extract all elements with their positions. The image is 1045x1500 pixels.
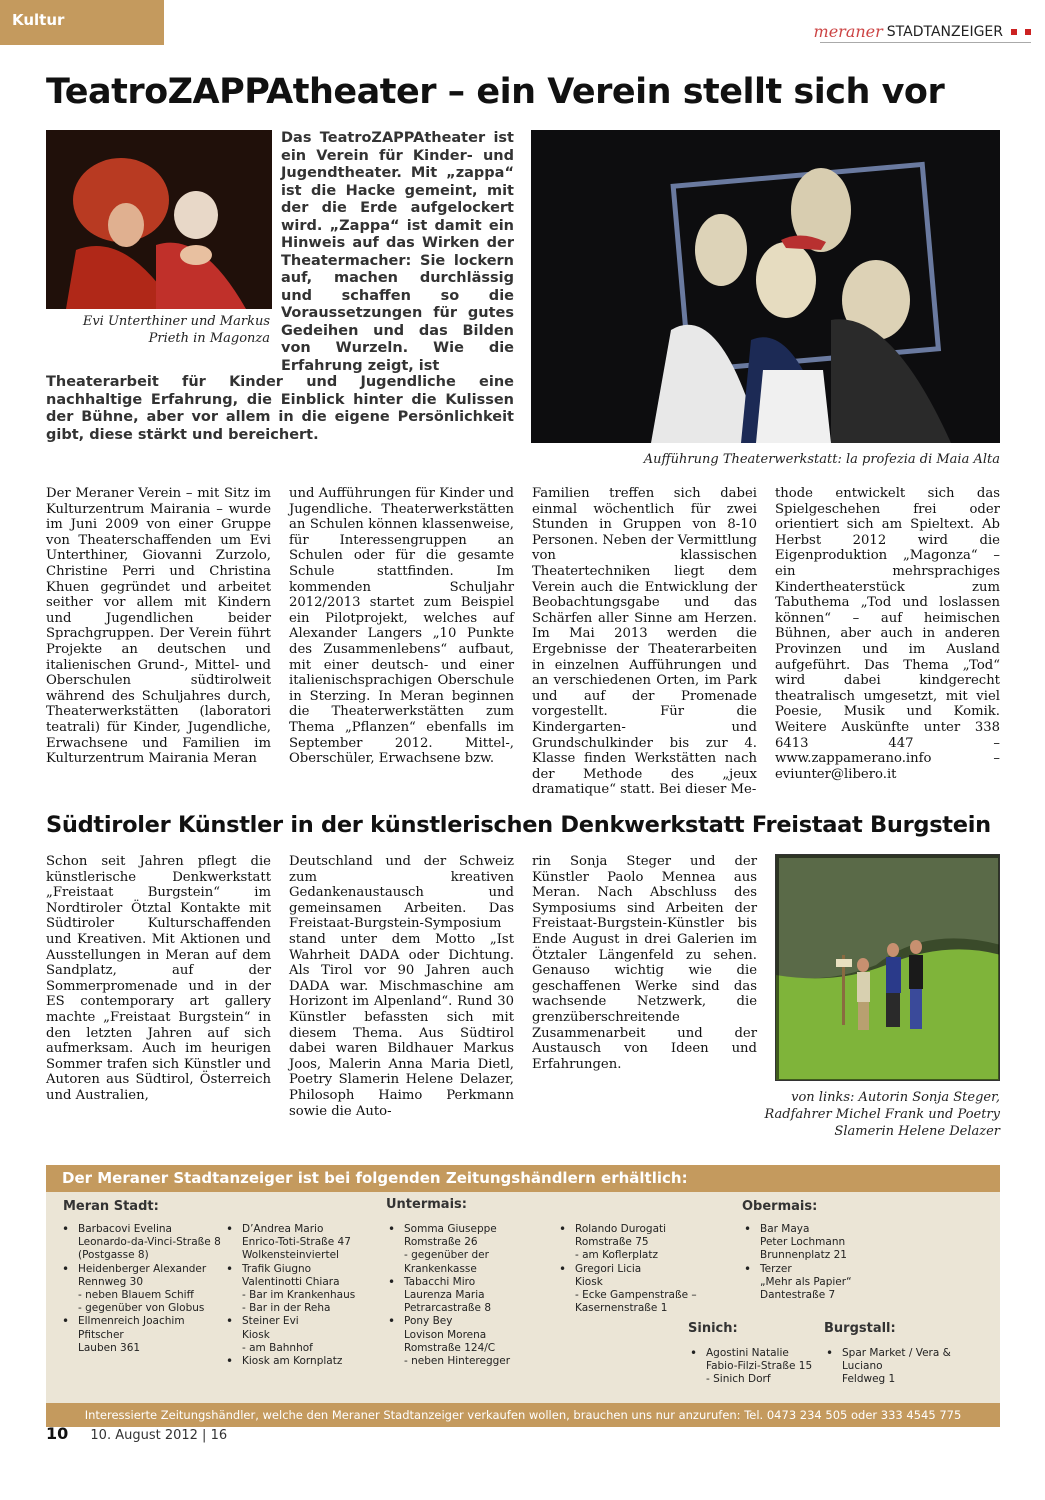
list-sinich (688, 1347, 838, 1387)
distributor-detail: - Bar in der Reha (242, 1302, 331, 1315)
distributor-entry (824, 1347, 994, 1387)
distributor-entry (224, 1263, 384, 1316)
article-intro: Das TeatroZAPPAtheater ist ein Verein für Kinder- und Jugendtheater. Mit „zappa“ ist die Hacke gemeint, mit der die Erde aufgelockert wird. „Zappa“ ist damit ein Hinweis auf das Wirken der Theatermacher: Sie lockern auf, machen durchlässig und schaffen so die Voraussetzungen für gutes Gedeihen und das Bilden von Wurzeln. Wie die Erfahrung zeigt, ist (281, 130, 514, 374)
photo-burgstein (775, 854, 1000, 1081)
distributor-box-title: Der Meraner Stadtanzeiger ist bei folgenden Zeitungshändlern erhältlich: (46, 1165, 1000, 1192)
distributor-name: • Barbacovi Evelina (78, 1223, 172, 1235)
article-column-3: Familien treffen sich dabei einmal wöchentlich für zwei Stunden in Gruppen von 8-10 Personen. Neben der Vermittlung von klassischen Theatertechniken liegt dem Verein auch die Entwicklung der Beobachtungsgabe und das Schärfen aller Sinne am Herzen. Im Mai 2013 werden die Ergebnisse der Theaterarbeiten in einzelnen Aufführungen und an verschiedenen Orten, im Park und auf der Promenade vorgestellt. Für die Kindergarten- und Grundschulkinder bis zur 4. Klasse finden Werkstätten nach der Methode des „jeux dramatique“ statt. Bei dieser Me- (532, 486, 757, 798)
distributor-detail: Dantestraße 7 (760, 1289, 836, 1302)
distributor-detail: Leonardo-da-Vinci-Straße 8 (78, 1236, 221, 1249)
article2-title: Südtiroler Künstler in der künstlerischen Denkwerkstatt Freistaat Burgstein (46, 812, 991, 838)
issue-date: 10. August 2012 | 16 (90, 1428, 228, 1443)
distributor-detail: - Ecke Gampenstraße – (575, 1289, 697, 1302)
brand-meraner: meraner (813, 22, 883, 41)
distributor-detail: Feldweg 1 (842, 1373, 896, 1386)
distributor-entry (224, 1355, 384, 1368)
distributor-detail: Kasernenstraße 1 (575, 1302, 668, 1315)
article-column-1: Der Meraner Verein – mit Sitz im Kulturzentrum Mairania – wurde im Juni 2009 von einer Gruppe von Theaterschaffenden um Evi Unterthiner, Giovanni Zurzolo, Christine Perri und Christina Khuen gegründet und arbeitet seither vor allem mit Kindern und Jugendlichen beider Sprachgruppen. Der Verein führt Projekte an deutschen und italienischen Grund-, Mittel- und Oberschulen südtirolweit während des Schuljahres durch, Theaterwerkstätten (laboratori teatrali) für Kinder, Jugendliche, Erwachsene und Familien im Kulturzentrum Mairania Meran (46, 486, 271, 767)
distributor-detail: Wolkensteinviertel (242, 1249, 339, 1262)
distributor-name: • Heidenberger Alexander (78, 1262, 207, 1275)
distributor-detail: - am Koflerplatz (575, 1249, 658, 1262)
brand-square-icon (1011, 29, 1017, 35)
article2-column-3: rin Sonja Steger und der Künstler Paolo Mennea aus Meran. Nach Abschluss des Symposiums sind Arbeiten der Freistaat-Burgstein-Künstler bis Ende August in drei Galerien im Ötztaler Längenfeld zu sehen. Genauso wichtig wie die geschaffenen Werke sind das wachsende Netzwerk, die grenzüberschreitende Zusammenarbeit und der Austausch von Ideen und Erfahrungen. (532, 854, 757, 1072)
distributor-name: • Tabacchi Miro (404, 1275, 476, 1288)
brand-square-icon (1025, 29, 1031, 35)
distributor-entry (557, 1263, 707, 1316)
section-obermais: Obermais: (742, 1199, 818, 1214)
distributor-detail: Lauben 361 (78, 1341, 141, 1354)
distributor-detail: Pfitscher (78, 1328, 124, 1341)
photo-caption-theaterwerkstatt: Aufführung Theaterwerkstatt: la profezia di Maia Alta (643, 452, 1000, 467)
distributor-entry (688, 1347, 838, 1387)
distributor-detail: - am Bahnhof (242, 1341, 313, 1354)
distributor-entry (742, 1223, 902, 1263)
page-footer (46, 1424, 227, 1443)
photo-caption-magonza: Evi Unterthiner und Markus Prieth in Magonza (82, 314, 270, 346)
distributor-detail: Valentinotti Chiara (242, 1275, 340, 1288)
distributor-detail: Laurenza Maria (404, 1289, 485, 1302)
distributor-box (46, 1165, 1000, 1427)
masthead-brand (814, 22, 1031, 41)
distributor-entry (224, 1223, 384, 1263)
distributor-name: • Kiosk am Kornplatz (242, 1355, 343, 1368)
distributor-entry (386, 1276, 556, 1316)
distributor-detail: (Postgasse 8) (78, 1249, 149, 1262)
article-title: TeatroZAPPAtheater – ein Verein stellt sich vor (46, 72, 945, 112)
distributor-detail: Lovison Morena (404, 1328, 487, 1341)
list-untermais-b (557, 1223, 707, 1315)
distributor-detail: Fabio-Filzi-Straße 15 (706, 1360, 813, 1373)
distributor-detail: - gegenüber der Krankenkasse (404, 1249, 489, 1275)
distributor-name: • Somma Giuseppe (404, 1223, 497, 1235)
section-tab: Kultur (0, 0, 164, 45)
distributor-detail: - neben Blauem Schiff (78, 1289, 194, 1302)
distributor-entry (60, 1263, 225, 1316)
list-burgstall (824, 1347, 994, 1387)
distributor-entry (557, 1223, 707, 1263)
distributor-name: • Terzer (760, 1262, 792, 1275)
distributor-detail: Rennweg 30 (78, 1275, 144, 1288)
distributor-name: • Ellmenreich Joachim (78, 1315, 185, 1328)
distributor-name: • Rolando Durogati (575, 1223, 667, 1235)
list-untermais-a (386, 1223, 556, 1368)
distributor-detail: Petrarcastraße 8 (404, 1302, 492, 1315)
article2-column-1: Schon seit Jahren pflegt die künstlerische Denkwerkstatt „Freistaat Burgstein“ im Nordtiroler Ötztal Kontakte mit Südtiroler Kulturschaffenden und Kreativen. Mit Aktionen und Ausstellungen in Meran auf dem Sandplatz, auf der Sommerpromenade und in der ES contemporary art gallery machte „Freistaat Burgstein“ in den letzten Jahren auf sich aufmerksam. Auch im heurigen Sommer trafen sich Künstler und Autoren aus Südtirol, Österreich und Australien, (46, 854, 271, 1103)
article-column-4: thode entwickelt sich das Spielgeschehen frei oder orientiert sich am Spieltext. Ab Herbst 2012 wird die Eigenproduktion „Magonza“ – ein mehrsprachiges Kindertheaterstück zum Tabuthema „Tod und loslassen können“ – auf heimischen Bühnen, aber auch in anderen Provinzen und im Ausland aufgeführt. Das Thema „Tod“ wird dabei kindgerecht theatralisch umgesetzt, mit viel Poesie, Musik und Komik. Weitere Auskünfte unter 338 6413 447 – www.zappamerano.info – eviunter@libero.it (775, 486, 1000, 782)
distributor-detail: Romstraße 26 (404, 1236, 478, 1249)
distributor-detail: „Mehr als Papier“ (760, 1275, 852, 1288)
distributor-box-footer: Interessierte Zeitungshändler, welche den Meraner Stadtanzeiger verkaufen wollen, brauchen uns nur anzurufen: Tel. 0473 234 505 oder 333 4545 775 (46, 1403, 1000, 1427)
distributor-entry (60, 1315, 225, 1355)
brand-stadtanzeiger: STADTANZEIGER (886, 23, 1003, 40)
distributor-name: • Spar Market / Vera & Luciano (842, 1347, 951, 1373)
distributor-detail: - neben Hinteregger (404, 1355, 511, 1368)
distributor-entry (224, 1315, 384, 1355)
distributor-detail: Brunnenplatz 21 (760, 1249, 847, 1262)
distributor-name: • D’Andrea Mario (242, 1223, 324, 1235)
distributor-detail: Romstraße 124/C (404, 1341, 496, 1354)
section-untermais: Untermais: (386, 1197, 467, 1212)
list-meran-a (60, 1223, 225, 1355)
header-rule (820, 42, 1031, 43)
distributor-entry (386, 1315, 556, 1368)
distributor-name: • Bar Maya (760, 1223, 810, 1235)
article-column-2: und Aufführungen für Kinder und Jugendliche. Theaterwerkstätten an Schulen können klassenweise, für Interessengruppen an Schulen oder für die gesamte Schule stattfinden. Im kommenden Schuljahr 2012/2013 startet zum Beispiel ein Pilotprojekt, welches auf Alexander Langers „10 Punkte des Zusammenlebens“ aufbaut, mit einer deutsch- und einer italienischsprachigen Oberschule in Sterzing. In Meran beginnen die Theaterwerkstätten zum Thema „Pflanzen“ ebenfalls im September 2012. Mittel-, Oberschüler, Erwachsene bzw. (289, 486, 514, 767)
distributor-name: • Pony Bey (404, 1315, 453, 1328)
page-number: 10 (46, 1424, 69, 1443)
distributor-detail: Romstraße 75 (575, 1236, 649, 1249)
distributor-detail: - Sinich Dorf (706, 1373, 771, 1386)
list-meran-b (224, 1223, 384, 1368)
distributor-entry (60, 1223, 225, 1263)
distributor-detail: Kiosk (575, 1275, 603, 1288)
distributor-detail: Peter Lochmann (760, 1236, 846, 1249)
distributor-entry (386, 1223, 556, 1276)
distributor-entry (742, 1263, 902, 1303)
distributor-detail: Enrico-Toti-Straße 47 (242, 1236, 351, 1249)
distributor-name: • Agostini Natalie (706, 1347, 789, 1359)
photo-magonza (46, 130, 272, 309)
distributor-name: • Trafik Giugno (242, 1262, 312, 1275)
article-intro-tail: Theaterarbeit für Kinder und Jugendliche eine nachhaltige Erfahrung, die Einblick hinter die Kulissen der Bühne, aber vor allem in die eigene Persönlichkeit gibt, diese stärkt und bereichert. (46, 374, 514, 443)
list-obermais (742, 1223, 902, 1302)
section-sinich: Sinich: (688, 1321, 738, 1336)
distributor-detail: - Bar im Krankenhaus (242, 1289, 356, 1302)
article2-column-2: Deutschland und der Schweiz zum kreativen Gedankenaustausch und gemeinsamen Arbeiten. Das Freistaat-Burgstein-Symposium stand unter dem Motto „Ist Wahrheit DADA oder Dichtung. Als Tirol vor 90 Jahren auch DADA war. Mischmaschine am Horizont im Alpenland“. Rund 30 Künstler befassten sich mit diesem Thema. Aus Südtirol dabei waren Bildhauer Markus Joos, Malerin Anna Maria Dietl, Poetry Slamerin Helene Delazer, Philosoph Haimo Perkmann sowie die Auto- (289, 854, 514, 1119)
section-burgstall: Burgstall: (824, 1321, 896, 1336)
photo-caption-burgstein: von links: Autorin Sonja Steger, Radfahrer Michel Frank und Poetry Slamerin Helene Delazer (764, 1090, 1000, 1139)
distributor-detail: - gegenüber von Globus (78, 1302, 205, 1315)
distributor-detail: Kiosk (242, 1328, 270, 1341)
section-meran-stadt: Meran Stadt: (63, 1199, 159, 1214)
distributor-name: • Gregori Licia (575, 1262, 642, 1275)
distributor-name: • Steiner Evi (242, 1315, 299, 1328)
photo-theaterwerkstatt (531, 130, 1000, 443)
